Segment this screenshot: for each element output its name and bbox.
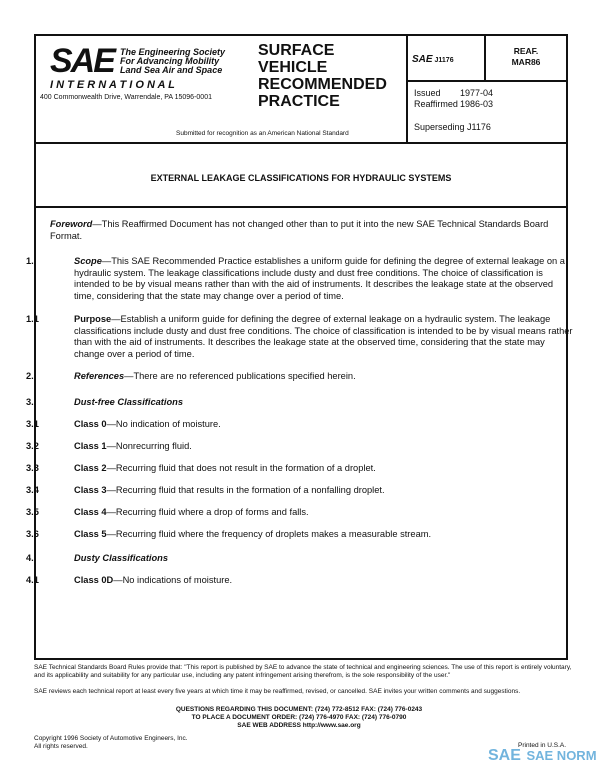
- section-number: 3.3: [26, 463, 39, 473]
- doc-type-line: PRACTICE: [258, 93, 340, 110]
- divider: [406, 80, 566, 82]
- section-number: 3.4: [26, 485, 39, 495]
- reaf-line: REAF.: [513, 46, 539, 56]
- footer-rules: SAE Technical Standards Board Rules provide that: "This report is published by SAE to advance the state of technical and engineering sciences. The use of this report is entirely voluntary, and its applicability and suitability for any particular use, including any patent infringement arising therefrom, is the sole responsibility of the user.": [34, 664, 572, 679]
- section-4-1: [26, 575, 574, 587]
- tagline-line: Land Sea Air and Space: [120, 65, 223, 75]
- watermark-sae: SAE: [488, 747, 521, 764]
- issued-date: 1977-04: [460, 88, 494, 98]
- section-1-1: [26, 314, 574, 360]
- divider: [484, 36, 486, 80]
- section-label: Purpose: [74, 314, 112, 324]
- reaffirmed-date: 1986-03: [460, 99, 494, 109]
- sae-small-logo: SAE: [412, 54, 433, 65]
- section-number: 4.1: [26, 575, 39, 585]
- reaffirmation-stamp: [488, 46, 564, 68]
- tagline-line: For Advancing Mobility: [120, 56, 220, 66]
- section-label: Dust-free Classifications: [74, 397, 184, 407]
- superseding: Superseding J1176: [414, 122, 491, 132]
- section-text: —There are no referenced publications specified herein.: [124, 371, 356, 381]
- section-1: [26, 256, 574, 302]
- section-number: 3.2: [26, 441, 39, 451]
- contact-line: TO PLACE A DOCUMENT ORDER: (724) 776-4970 FAX: (724) 776-0790: [191, 714, 407, 721]
- address: 400 Commonwealth Drive, Warrendale, PA 15096-0001: [40, 94, 212, 101]
- section-label: Scope: [74, 256, 102, 266]
- section-text: —Nonrecurring fluid.: [106, 441, 192, 451]
- header: [36, 36, 566, 144]
- section-label: Class 2: [74, 463, 107, 473]
- section-label: Class 3: [74, 485, 107, 495]
- section-text: —This SAE Recommended Practice establishes a uniform guide for defining the degree of external leakage on a hydraulic system. The leakage classifications include dusty and dust free conditions. The choice of classification is intended to be by visual means rather than with the aid of instruments. It describes the leakage state at the observed time, considering that the state may change over a period of time.: [74, 256, 565, 301]
- tagline-line: The Engineering Society: [120, 47, 226, 57]
- section-3-1: [26, 419, 574, 431]
- contact-info: [34, 706, 564, 730]
- section-number: 3.: [26, 397, 34, 407]
- section-4: [26, 553, 574, 565]
- section-label: Class 0D: [74, 575, 114, 585]
- doc-number: [412, 54, 454, 65]
- document-title: EXTERNAL LEAKAGE CLASSIFICATIONS FOR HYDRAULIC SYSTEMS: [150, 173, 452, 183]
- section-number: 3.1: [26, 419, 39, 429]
- rights-text: All rights reserved.: [34, 743, 88, 750]
- section-text: —Recurring fluid that does not result in the formation of a droplet.: [106, 463, 376, 473]
- section-text: —Recurring fluid where the frequency of droplets makes a measurable stream.: [106, 529, 432, 539]
- issued-label: Issued: [414, 88, 441, 98]
- watermark-logo: [488, 744, 597, 766]
- section-3-6: [26, 529, 574, 541]
- section-text: —No indication of moisture.: [106, 419, 221, 429]
- section-label: Dusty Classifications: [74, 553, 169, 563]
- section-text: —No indications of moisture.: [113, 575, 233, 585]
- sae-logo: SAE: [50, 42, 114, 80]
- section-text: —Recurring fluid where a drop of forms and falls.: [106, 507, 309, 517]
- section-number: 1.1: [26, 314, 39, 324]
- international-label: I N T E R N A T I O N A L: [50, 79, 175, 91]
- document-type: [258, 42, 387, 110]
- section-label: Class 4: [74, 507, 107, 517]
- section-label: Class 1: [74, 441, 107, 451]
- section-3-4: [26, 485, 574, 497]
- reaffirmed-label: Reaffirmed: [414, 99, 458, 109]
- section-number: 4.: [26, 553, 34, 563]
- contact-line: SAE WEB ADDRESS http://www.sae.org: [237, 722, 361, 729]
- section-number: 2.: [26, 371, 34, 381]
- doc-type-line: RECOMMENDED: [258, 76, 387, 93]
- section-3: [26, 397, 574, 409]
- foreword-text: —This Reaffirmed Document has not changed other than to put it into the new SAE Technical Standards Board Format.: [50, 219, 549, 241]
- section-3-5: [26, 507, 574, 519]
- watermark-text: SAE NORM: [526, 748, 597, 763]
- doc-type-line: VEHICLE: [258, 59, 328, 76]
- footer-reviews: SAE reviews each technical report at least every five years at which time it may be reaffirmed, revised, or cancelled. SAE invites your written comments and suggestions.: [34, 688, 521, 695]
- section-text: —Recurring fluid that results in the formation of a nonfalling droplet.: [106, 485, 385, 495]
- contact-line: QUESTIONS REGARDING THIS DOCUMENT: (724) 772-8512 FAX: (724) 776-0243: [175, 706, 423, 713]
- section-number: 3.5: [26, 507, 39, 517]
- society-tagline: [120, 48, 225, 75]
- divider: [36, 206, 566, 208]
- copyright: [34, 735, 188, 751]
- document-header-box: [26, 34, 573, 660]
- section-2: [26, 371, 574, 383]
- doc-number-text: J1176: [434, 57, 454, 64]
- printed-in: Printed in U.S.A.: [518, 742, 567, 749]
- foreword-label: Foreword: [50, 219, 93, 229]
- section-3-2: [26, 441, 574, 453]
- ansi-submission-note: Submitted for recognition as an American National Standard: [176, 130, 349, 137]
- section-3-3: [26, 463, 574, 475]
- issue-dates: [414, 88, 554, 110]
- doc-type-line: SURFACE: [258, 42, 335, 59]
- copyright-text: Copyright 1996 Society of Automotive Engineers, Inc.: [34, 735, 188, 742]
- reaf-line: MAR86: [511, 57, 541, 67]
- foreword: [50, 219, 550, 242]
- section-label: Class 5: [74, 529, 107, 539]
- section-label: Class 0: [74, 419, 107, 429]
- divider: [406, 36, 408, 142]
- section-label: References: [74, 371, 125, 381]
- section-text: —Establish a uniform guide for defining the degree of external leakage on a hydraulic system. The leakage classifications include dusty and dust free conditions. The choice of classification is intended to be by visual means rather than with the aid of instruments. It describes the leakage state at the observed time, considering that the state may change over a period of time.: [74, 314, 573, 359]
- section-number: 1.: [26, 256, 34, 266]
- section-number: 3.6: [26, 529, 39, 539]
